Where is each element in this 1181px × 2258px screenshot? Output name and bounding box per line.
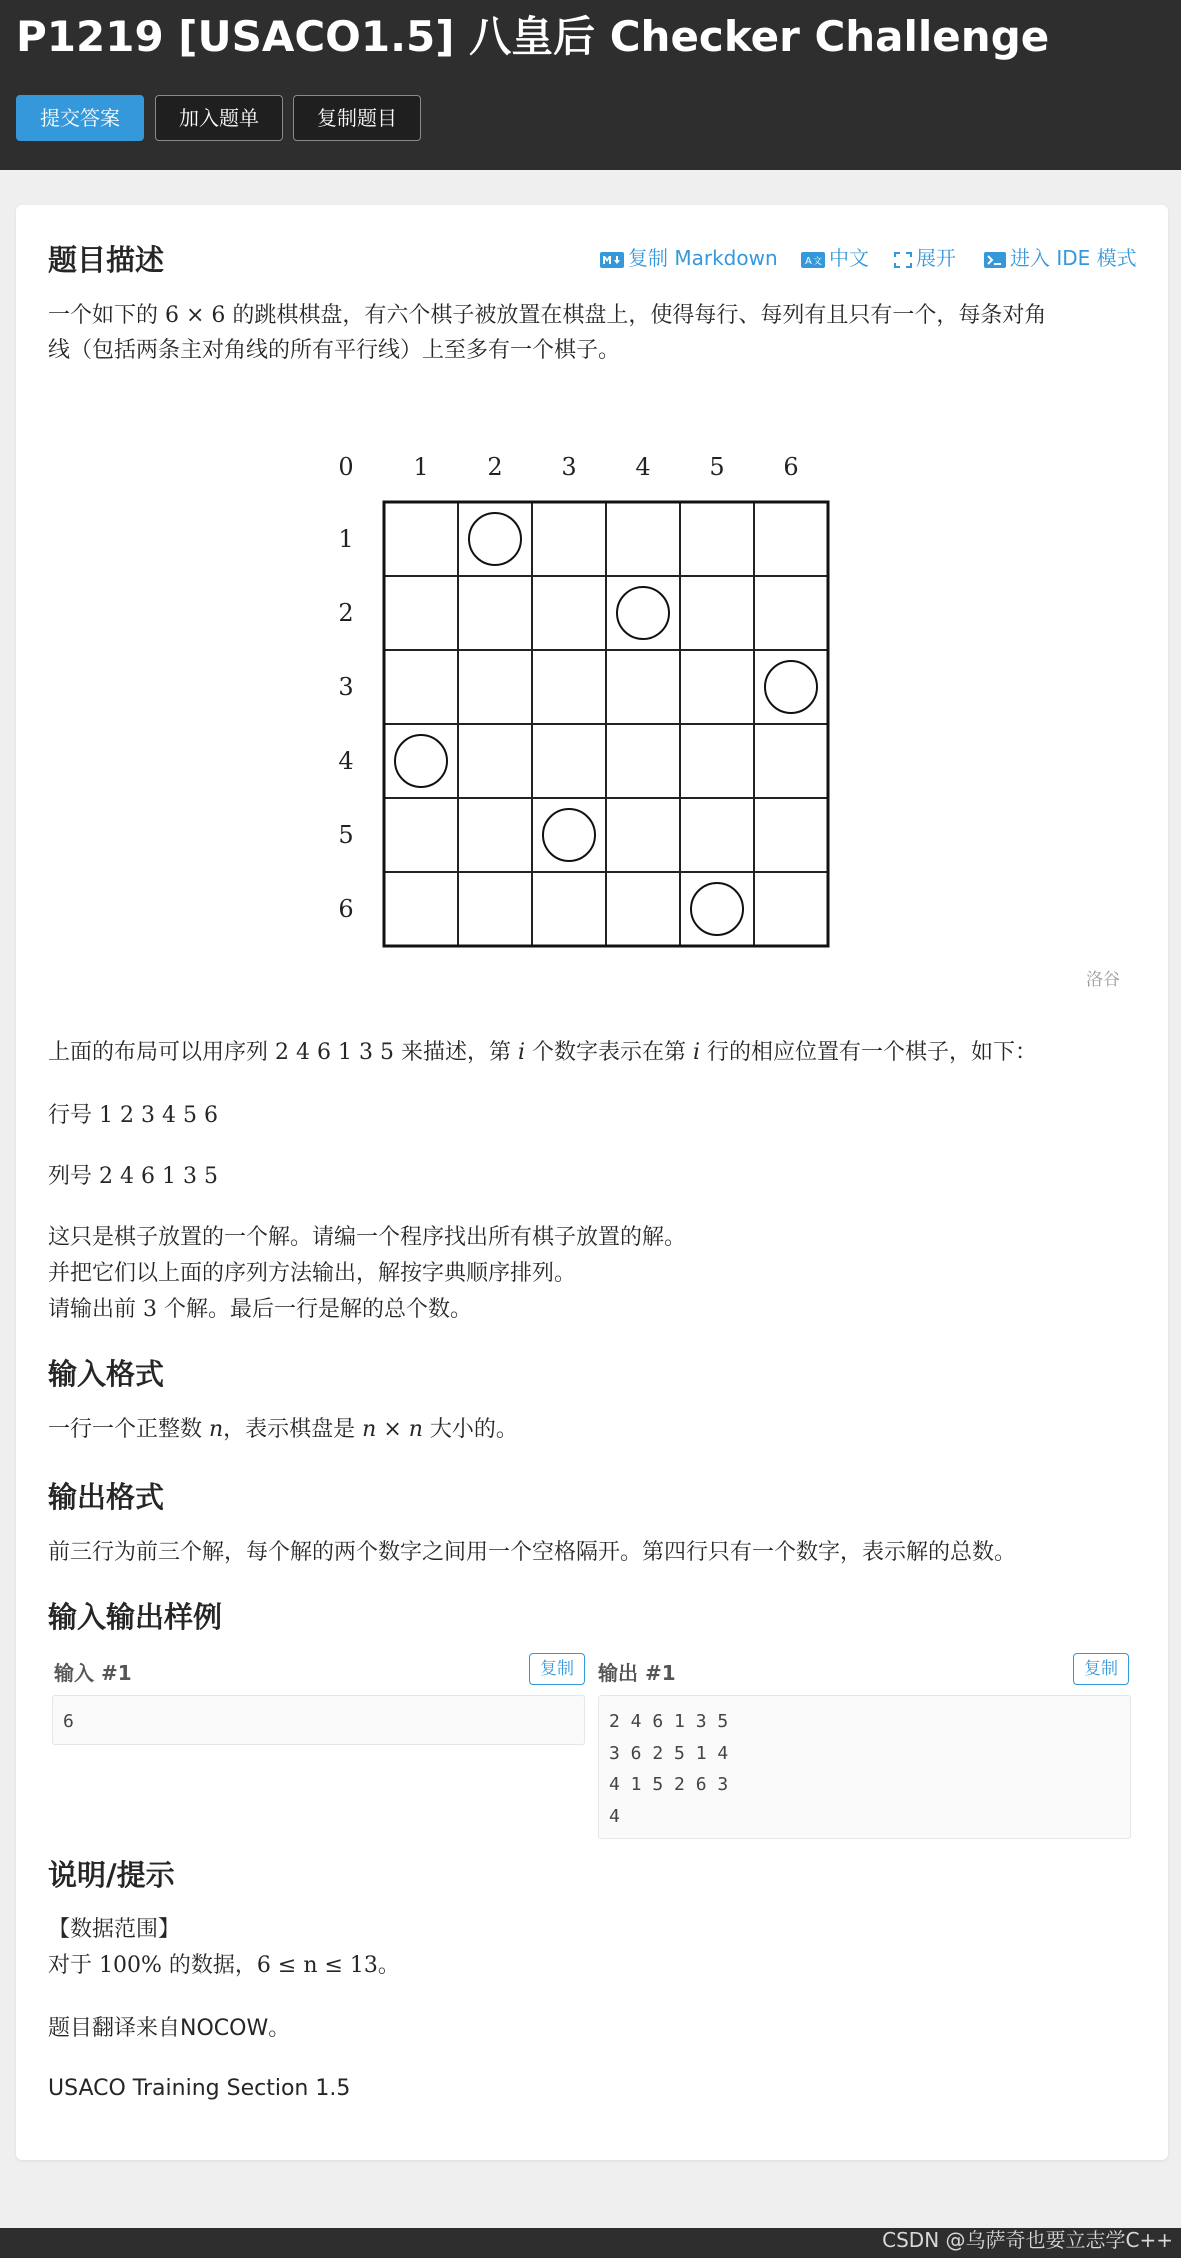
csdn-watermark: CSDN @乌萨奇也要立志学C++	[882, 2228, 1173, 2252]
board-cell	[606, 502, 680, 576]
col-label-2: 2	[487, 453, 503, 481]
queen-piece	[691, 883, 743, 935]
board-cell	[532, 502, 606, 576]
board-cell	[384, 650, 458, 724]
row-numbers-line: 行号 1 2 3 4 5 6	[48, 1103, 218, 1128]
expand-label: 展开	[916, 246, 956, 270]
sample-output-label: 输出 #1	[598, 1661, 676, 1685]
row-label-3: 3	[338, 673, 354, 701]
row-label-5: 5	[338, 821, 354, 849]
board-cell	[606, 724, 680, 798]
figure-watermark: 洛谷	[1086, 970, 1120, 990]
col-label-4: 4	[635, 453, 651, 481]
description-line-4: 并把它们以上面的序列方法输出，解按字典顺序排列。	[48, 1261, 577, 1286]
expand-link[interactable]	[894, 242, 956, 273]
board-cell	[754, 502, 828, 576]
board-cell	[754, 872, 828, 946]
queen-piece	[395, 735, 447, 787]
copy-markdown-label: 复制 Markdown	[628, 246, 778, 270]
data-range-text: 对于 100% 的数据，6 ≤ n ≤ 13。	[48, 1953, 400, 1978]
add-to-list-button[interactable]: 加入题单	[155, 95, 283, 141]
board-cell	[458, 798, 532, 872]
input-format-title: 输入格式	[48, 1357, 165, 1391]
chessboard-figure	[286, 430, 846, 970]
translation-source-text: 题目翻译来自NOCOW。	[48, 2016, 291, 2041]
col-label-5: 5	[709, 453, 725, 481]
row-label-1: 1	[338, 525, 354, 553]
terminal-icon	[984, 249, 1006, 273]
row-label-4: 4	[338, 747, 354, 775]
problem-source-text: USACO Training Section 1.5	[48, 2076, 351, 2101]
board-cell	[384, 576, 458, 650]
col-numbers-line: 列号 2 4 6 1 3 5	[48, 1164, 218, 1189]
markdown-icon	[600, 249, 624, 273]
chessboard-svg	[286, 430, 846, 970]
board-cell	[680, 798, 754, 872]
hints-title: 说明/提示	[48, 1858, 175, 1892]
board-cell	[532, 576, 606, 650]
board-cell	[754, 576, 828, 650]
copy-problem-button[interactable]: 复制题目	[293, 95, 421, 141]
board-cell	[384, 872, 458, 946]
row-label-6: 6	[338, 895, 354, 923]
copy-input-button[interactable]: 复制	[529, 1653, 585, 1685]
language-toggle[interactable]	[801, 242, 869, 273]
sample-output-box[interactable]: 2 4 6 1 3 5 3 6 2 5 1 4 4 1 5 2 6 3 4	[598, 1695, 1131, 1839]
data-range-label: 【数据范围】	[48, 1917, 181, 1942]
col-label-0: 0	[338, 453, 354, 481]
translate-icon	[801, 249, 825, 273]
queen-piece	[617, 587, 669, 639]
samples-title: 输入输出样例	[48, 1600, 223, 1634]
description-para-1-line-2: 线（包括两条主对角线的所有平行线）上至多有一个棋子。	[48, 338, 621, 363]
board-cell	[384, 798, 458, 872]
ide-mode-label: 进入 IDE 模式	[1010, 246, 1137, 270]
sample-input-box[interactable]: 6	[52, 1695, 585, 1745]
board-cell	[754, 724, 828, 798]
output-format-text: 前三行为前三个解，每个解的两个数字之间用一个空格隔开。第四行只有一个数字，表示解的总数。	[48, 1540, 1017, 1565]
description-line-5: 请输出前 3 个解。最后一行是解的总个数。	[48, 1297, 472, 1322]
board-cell	[458, 650, 532, 724]
description-line-3: 这只是棋子放置的一个解。请编一个程序找出所有棋子放置的解。	[48, 1225, 687, 1250]
board-cell	[458, 576, 532, 650]
problem-title: P1219 [USACO1.5] 八皇后 Checker Challenge	[16, 12, 1050, 61]
col-label-3: 3	[561, 453, 577, 481]
queen-piece	[543, 809, 595, 861]
col-label-6: 6	[783, 453, 799, 481]
description-title: 题目描述	[48, 243, 165, 277]
board-cell	[680, 576, 754, 650]
problem-header	[0, 0, 1181, 170]
board-cell	[680, 650, 754, 724]
board-cell	[606, 798, 680, 872]
expand-icon	[894, 249, 912, 273]
ide-mode-link[interactable]	[984, 242, 1137, 273]
copy-markdown-link[interactable]	[600, 242, 778, 273]
submit-button[interactable]: 提交答案	[16, 95, 144, 141]
board-cell	[532, 650, 606, 724]
sample-input-label: 输入 #1	[54, 1661, 132, 1685]
copy-output-button[interactable]: 复制	[1073, 1653, 1129, 1685]
board-cell	[606, 872, 680, 946]
svg-text:文: 文	[813, 257, 823, 267]
description-para-2: 上面的布局可以用序列 2 4 6 1 3 5 来描述，第 i 个数字表示在第 i 行的相应位置有一个棋子，如下：	[48, 1040, 1038, 1065]
language-label: 中文	[829, 246, 869, 270]
board-cell	[458, 872, 532, 946]
board-cell	[532, 872, 606, 946]
queen-piece	[469, 513, 521, 565]
board-cell	[384, 502, 458, 576]
board-cell	[754, 798, 828, 872]
board-cell	[680, 502, 754, 576]
board-cell	[606, 650, 680, 724]
input-format-text: 一行一个正整数 n，表示棋盘是 n × n 大小的。	[48, 1417, 518, 1442]
problem-card	[16, 205, 1168, 2160]
col-label-1: 1	[413, 453, 429, 481]
description-para-1: 一个如下的 6 × 6 的跳棋棋盘，有六个棋子被放置在棋盘上，使得每行、每列有且只有一个，每条对角	[48, 303, 1047, 328]
output-format-title: 输出格式	[48, 1480, 165, 1514]
svg-text:A: A	[805, 256, 812, 267]
board-cell	[680, 724, 754, 798]
queen-piece	[765, 661, 817, 713]
board-cell	[458, 724, 532, 798]
row-label-2: 2	[338, 599, 354, 627]
board-cell	[532, 724, 606, 798]
